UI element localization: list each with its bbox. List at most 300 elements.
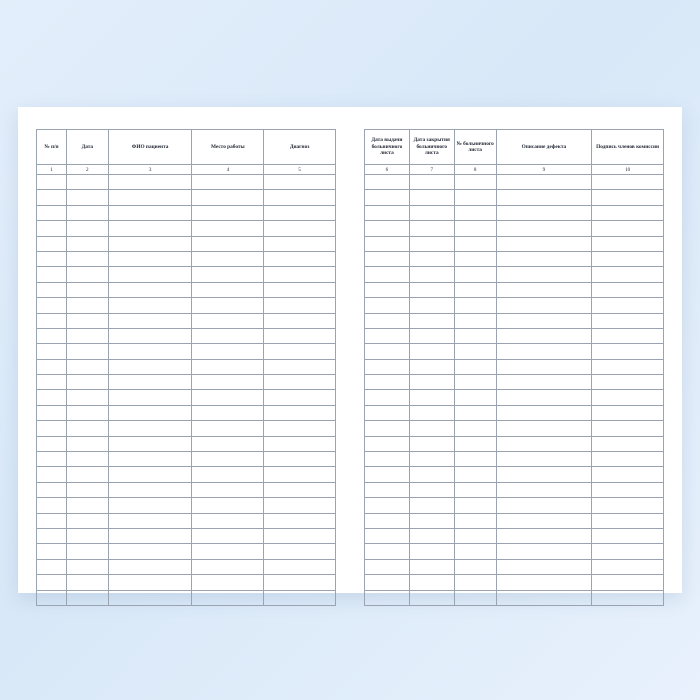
left-empty-cell	[66, 359, 108, 374]
left-empty-cell	[192, 482, 264, 497]
table-row	[365, 359, 664, 374]
right-empty-cell	[592, 251, 664, 266]
left-empty-cell	[264, 452, 336, 467]
right-empty-cell	[365, 590, 410, 605]
table-row	[37, 344, 336, 359]
table-row	[365, 436, 664, 451]
left-empty-cell	[37, 482, 67, 497]
left-empty-cell	[108, 190, 192, 205]
right-page	[350, 107, 682, 593]
left-empty-cell	[37, 190, 67, 205]
right-empty-cell	[454, 559, 496, 574]
right-empty-cell	[592, 359, 664, 374]
left-empty-cell	[264, 282, 336, 297]
table-row	[37, 236, 336, 251]
right-empty-cell	[454, 221, 496, 236]
right-empty-cell	[592, 513, 664, 528]
left-empty-cell	[108, 267, 192, 282]
right-empty-cell	[496, 267, 592, 282]
right-empty-cell	[454, 452, 496, 467]
right-empty-cell	[496, 513, 592, 528]
left-header-row	[37, 130, 336, 165]
table-row	[365, 190, 664, 205]
right-empty-cell	[592, 482, 664, 497]
table-row	[365, 575, 664, 590]
left-empty-cell	[37, 298, 67, 313]
right-empty-cell	[496, 375, 592, 390]
left-header-cell-5: Диагноз	[264, 130, 336, 165]
table-row	[37, 436, 336, 451]
right-empty-cell	[592, 375, 664, 390]
table-row	[37, 205, 336, 220]
right-empty-cell	[365, 236, 410, 251]
right-empty-cell	[496, 205, 592, 220]
left-empty-cell	[66, 298, 108, 313]
right-empty-cell	[409, 559, 454, 574]
left-empty-cell	[192, 359, 264, 374]
left-empty-cell	[108, 498, 192, 513]
left-empty-cell	[108, 421, 192, 436]
left-empty-cell	[37, 421, 67, 436]
left-column-number-5: 5	[264, 165, 336, 175]
right-empty-cell	[496, 421, 592, 436]
left-empty-cell	[264, 467, 336, 482]
right-empty-cell	[592, 298, 664, 313]
table-row	[365, 452, 664, 467]
left-empty-cell	[108, 452, 192, 467]
table-row	[365, 313, 664, 328]
right-empty-cell	[496, 251, 592, 266]
left-empty-cell	[108, 467, 192, 482]
right-empty-cell	[496, 544, 592, 559]
right-empty-cell	[454, 467, 496, 482]
left-empty-cell	[192, 452, 264, 467]
left-empty-cell	[108, 205, 192, 220]
left-empty-cell	[108, 390, 192, 405]
table-row	[365, 421, 664, 436]
right-empty-cell	[592, 405, 664, 420]
left-empty-cell	[66, 282, 108, 297]
right-empty-cell	[365, 313, 410, 328]
left-empty-cell	[264, 528, 336, 543]
right-empty-cell	[592, 328, 664, 343]
left-table-body	[37, 175, 336, 606]
right-empty-cell	[409, 282, 454, 297]
left-empty-cell	[264, 436, 336, 451]
left-empty-cell	[37, 467, 67, 482]
right-empty-cell	[409, 236, 454, 251]
right-empty-cell	[496, 467, 592, 482]
right-empty-cell	[496, 282, 592, 297]
left-empty-cell	[264, 298, 336, 313]
left-empty-cell	[192, 298, 264, 313]
left-empty-cell	[108, 559, 192, 574]
table-row	[37, 190, 336, 205]
right-empty-cell	[496, 452, 592, 467]
left-empty-cell	[264, 482, 336, 497]
left-empty-cell	[37, 175, 67, 190]
right-empty-cell	[454, 298, 496, 313]
right-empty-cell	[592, 528, 664, 543]
left-column-number-3: 3	[108, 165, 192, 175]
left-empty-cell	[192, 190, 264, 205]
right-empty-cell	[365, 544, 410, 559]
table-row	[365, 175, 664, 190]
right-empty-cell	[365, 482, 410, 497]
left-empty-cell	[264, 221, 336, 236]
left-empty-cell	[66, 175, 108, 190]
left-empty-cell	[264, 267, 336, 282]
right-empty-cell	[496, 482, 592, 497]
left-empty-cell	[264, 313, 336, 328]
left-empty-cell	[66, 205, 108, 220]
right-empty-cell	[496, 175, 592, 190]
left-empty-cell	[66, 452, 108, 467]
left-empty-cell	[66, 575, 108, 590]
left-empty-cell	[192, 498, 264, 513]
left-page	[18, 107, 350, 593]
table-row	[37, 251, 336, 266]
right-empty-cell	[454, 190, 496, 205]
left-empty-cell	[37, 236, 67, 251]
left-empty-cell	[192, 221, 264, 236]
left-empty-cell	[192, 559, 264, 574]
left-empty-cell	[192, 313, 264, 328]
left-empty-cell	[192, 421, 264, 436]
table-row	[37, 575, 336, 590]
right-empty-cell	[409, 452, 454, 467]
table-row	[37, 405, 336, 420]
right-empty-cell	[454, 267, 496, 282]
right-empty-cell	[365, 575, 410, 590]
right-empty-cell	[365, 221, 410, 236]
right-register-table	[364, 129, 664, 606]
left-empty-cell	[108, 513, 192, 528]
left-column-number-2: 2	[66, 165, 108, 175]
left-column-number-4: 4	[192, 165, 264, 175]
left-empty-cell	[66, 344, 108, 359]
left-empty-cell	[264, 205, 336, 220]
right-empty-cell	[496, 359, 592, 374]
left-empty-cell	[37, 513, 67, 528]
left-empty-cell	[108, 251, 192, 266]
left-empty-cell	[192, 328, 264, 343]
table-row	[37, 467, 336, 482]
left-empty-cell	[66, 390, 108, 405]
left-column-number-1: 1	[37, 165, 67, 175]
right-empty-cell	[409, 313, 454, 328]
left-empty-cell	[108, 405, 192, 420]
right-empty-cell	[365, 205, 410, 220]
right-empty-cell	[454, 390, 496, 405]
table-row	[365, 482, 664, 497]
left-empty-cell	[108, 436, 192, 451]
right-empty-cell	[592, 190, 664, 205]
left-empty-cell	[264, 544, 336, 559]
table-row	[365, 390, 664, 405]
right-empty-cell	[454, 528, 496, 543]
right-empty-cell	[365, 282, 410, 297]
right-empty-cell	[496, 559, 592, 574]
right-empty-cell	[365, 251, 410, 266]
left-empty-cell	[66, 559, 108, 574]
right-header-cell-10: Подпись членов комиссии	[592, 130, 664, 165]
right-empty-cell	[409, 513, 454, 528]
table-row	[365, 298, 664, 313]
right-empty-cell	[496, 313, 592, 328]
left-empty-cell	[192, 590, 264, 605]
left-empty-cell	[108, 590, 192, 605]
right-empty-cell	[454, 251, 496, 266]
right-empty-cell	[454, 344, 496, 359]
left-empty-cell	[66, 590, 108, 605]
table-row	[37, 528, 336, 543]
left-empty-cell	[192, 251, 264, 266]
left-header-cell-2: Дата	[66, 130, 108, 165]
left-empty-cell	[264, 575, 336, 590]
right-empty-cell	[454, 359, 496, 374]
right-empty-cell	[496, 236, 592, 251]
right-empty-cell	[592, 452, 664, 467]
table-row	[365, 528, 664, 543]
left-empty-cell	[264, 375, 336, 390]
left-empty-cell	[264, 498, 336, 513]
left-empty-cell	[37, 328, 67, 343]
right-empty-cell	[592, 498, 664, 513]
right-empty-cell	[496, 528, 592, 543]
table-row	[37, 590, 336, 605]
left-empty-cell	[192, 436, 264, 451]
right-table-head	[365, 130, 664, 175]
right-empty-cell	[454, 328, 496, 343]
right-header-row	[365, 130, 664, 165]
table-row	[37, 513, 336, 528]
left-empty-cell	[66, 436, 108, 451]
right-empty-cell	[409, 482, 454, 497]
right-empty-cell	[454, 590, 496, 605]
right-empty-cell	[496, 390, 592, 405]
right-header-cell-8: № больничного листа	[454, 130, 496, 165]
table-row	[365, 267, 664, 282]
right-empty-cell	[365, 390, 410, 405]
right-empty-cell	[365, 175, 410, 190]
right-empty-cell	[496, 498, 592, 513]
table-row	[37, 498, 336, 513]
right-empty-cell	[365, 298, 410, 313]
table-row	[365, 405, 664, 420]
left-empty-cell	[264, 405, 336, 420]
right-empty-cell	[592, 282, 664, 297]
table-row	[37, 359, 336, 374]
right-empty-cell	[409, 405, 454, 420]
left-empty-cell	[108, 236, 192, 251]
left-empty-cell	[37, 221, 67, 236]
left-empty-cell	[192, 405, 264, 420]
right-empty-cell	[365, 498, 410, 513]
table-row	[365, 282, 664, 297]
left-empty-cell	[66, 421, 108, 436]
right-header-cell-9: Описание дефекта	[496, 130, 592, 165]
right-empty-cell	[454, 436, 496, 451]
right-empty-cell	[496, 590, 592, 605]
right-empty-cell	[365, 405, 410, 420]
right-empty-cell	[409, 298, 454, 313]
left-empty-cell	[108, 544, 192, 559]
left-empty-cell	[66, 328, 108, 343]
right-empty-cell	[454, 313, 496, 328]
right-empty-cell	[592, 436, 664, 451]
left-empty-cell	[192, 282, 264, 297]
left-empty-cell	[66, 190, 108, 205]
left-empty-cell	[264, 359, 336, 374]
left-empty-cell	[66, 498, 108, 513]
right-empty-cell	[365, 359, 410, 374]
left-empty-cell	[37, 282, 67, 297]
left-empty-cell	[37, 544, 67, 559]
left-empty-cell	[192, 205, 264, 220]
table-row	[365, 221, 664, 236]
right-empty-cell	[409, 544, 454, 559]
table-row	[37, 328, 336, 343]
table-row	[37, 559, 336, 574]
right-empty-cell	[365, 528, 410, 543]
left-empty-cell	[37, 575, 67, 590]
left-empty-cell	[108, 282, 192, 297]
left-empty-cell	[66, 528, 108, 543]
right-empty-cell	[592, 544, 664, 559]
table-row	[37, 175, 336, 190]
left-empty-cell	[108, 313, 192, 328]
spread-pages	[18, 107, 682, 593]
left-empty-cell	[108, 359, 192, 374]
right-empty-cell	[409, 528, 454, 543]
right-empty-cell	[592, 421, 664, 436]
left-empty-cell	[192, 375, 264, 390]
right-empty-cell	[365, 467, 410, 482]
left-empty-cell	[37, 267, 67, 282]
right-empty-cell	[365, 436, 410, 451]
left-empty-cell	[192, 467, 264, 482]
left-empty-cell	[264, 559, 336, 574]
left-empty-cell	[66, 544, 108, 559]
right-column-number-9: 9	[496, 165, 592, 175]
right-empty-cell	[454, 282, 496, 297]
left-empty-cell	[37, 436, 67, 451]
table-row	[365, 328, 664, 343]
left-empty-cell	[264, 390, 336, 405]
left-empty-cell	[37, 251, 67, 266]
right-empty-cell	[592, 390, 664, 405]
left-empty-cell	[108, 375, 192, 390]
right-empty-cell	[365, 328, 410, 343]
left-empty-cell	[37, 528, 67, 543]
right-empty-cell	[409, 436, 454, 451]
right-empty-cell	[496, 328, 592, 343]
left-empty-cell	[66, 405, 108, 420]
left-empty-cell	[192, 513, 264, 528]
right-header-cell-6: Дата выдачи больничного листа	[365, 130, 410, 165]
right-column-number-10: 10	[592, 165, 664, 175]
left-empty-cell	[192, 575, 264, 590]
table-row	[365, 590, 664, 605]
right-empty-cell	[409, 421, 454, 436]
right-empty-cell	[496, 405, 592, 420]
right-empty-cell	[409, 359, 454, 374]
table-row	[37, 282, 336, 297]
table-row	[37, 298, 336, 313]
left-empty-cell	[66, 482, 108, 497]
left-empty-cell	[264, 236, 336, 251]
left-empty-cell	[264, 251, 336, 266]
right-empty-cell	[409, 375, 454, 390]
left-empty-cell	[37, 559, 67, 574]
table-row	[37, 390, 336, 405]
right-empty-cell	[454, 236, 496, 251]
table-row	[37, 452, 336, 467]
left-empty-cell	[108, 344, 192, 359]
right-empty-cell	[409, 328, 454, 343]
right-empty-cell	[409, 251, 454, 266]
right-empty-cell	[409, 590, 454, 605]
table-row	[365, 544, 664, 559]
left-empty-cell	[108, 328, 192, 343]
left-empty-cell	[37, 205, 67, 220]
right-empty-cell	[365, 190, 410, 205]
right-empty-cell	[365, 452, 410, 467]
left-empty-cell	[192, 267, 264, 282]
left-empty-cell	[192, 175, 264, 190]
right-empty-cell	[409, 344, 454, 359]
right-empty-cell	[592, 467, 664, 482]
left-empty-cell	[108, 221, 192, 236]
left-empty-cell	[264, 175, 336, 190]
left-empty-cell	[66, 267, 108, 282]
right-empty-cell	[496, 190, 592, 205]
right-empty-cell	[365, 344, 410, 359]
left-empty-cell	[37, 313, 67, 328]
left-empty-cell	[66, 313, 108, 328]
left-empty-cell	[264, 421, 336, 436]
left-column-number-row	[37, 165, 336, 175]
right-empty-cell	[496, 344, 592, 359]
left-empty-cell	[37, 452, 67, 467]
right-empty-cell	[592, 559, 664, 574]
table-row	[37, 221, 336, 236]
table-row	[37, 544, 336, 559]
table-row	[37, 421, 336, 436]
left-empty-cell	[37, 498, 67, 513]
table-row	[365, 467, 664, 482]
table-row	[365, 513, 664, 528]
left-header-cell-3: ФИО пациента	[108, 130, 192, 165]
right-column-number-8: 8	[454, 165, 496, 175]
right-column-number-6: 6	[365, 165, 410, 175]
left-empty-cell	[108, 298, 192, 313]
left-empty-cell	[264, 328, 336, 343]
left-empty-cell	[264, 590, 336, 605]
table-row	[365, 344, 664, 359]
left-empty-cell	[264, 190, 336, 205]
right-empty-cell	[592, 267, 664, 282]
table-row	[37, 375, 336, 390]
left-empty-cell	[66, 467, 108, 482]
left-empty-cell	[264, 344, 336, 359]
right-empty-cell	[409, 205, 454, 220]
right-empty-cell	[409, 190, 454, 205]
left-empty-cell	[192, 528, 264, 543]
right-empty-cell	[409, 467, 454, 482]
left-empty-cell	[66, 375, 108, 390]
